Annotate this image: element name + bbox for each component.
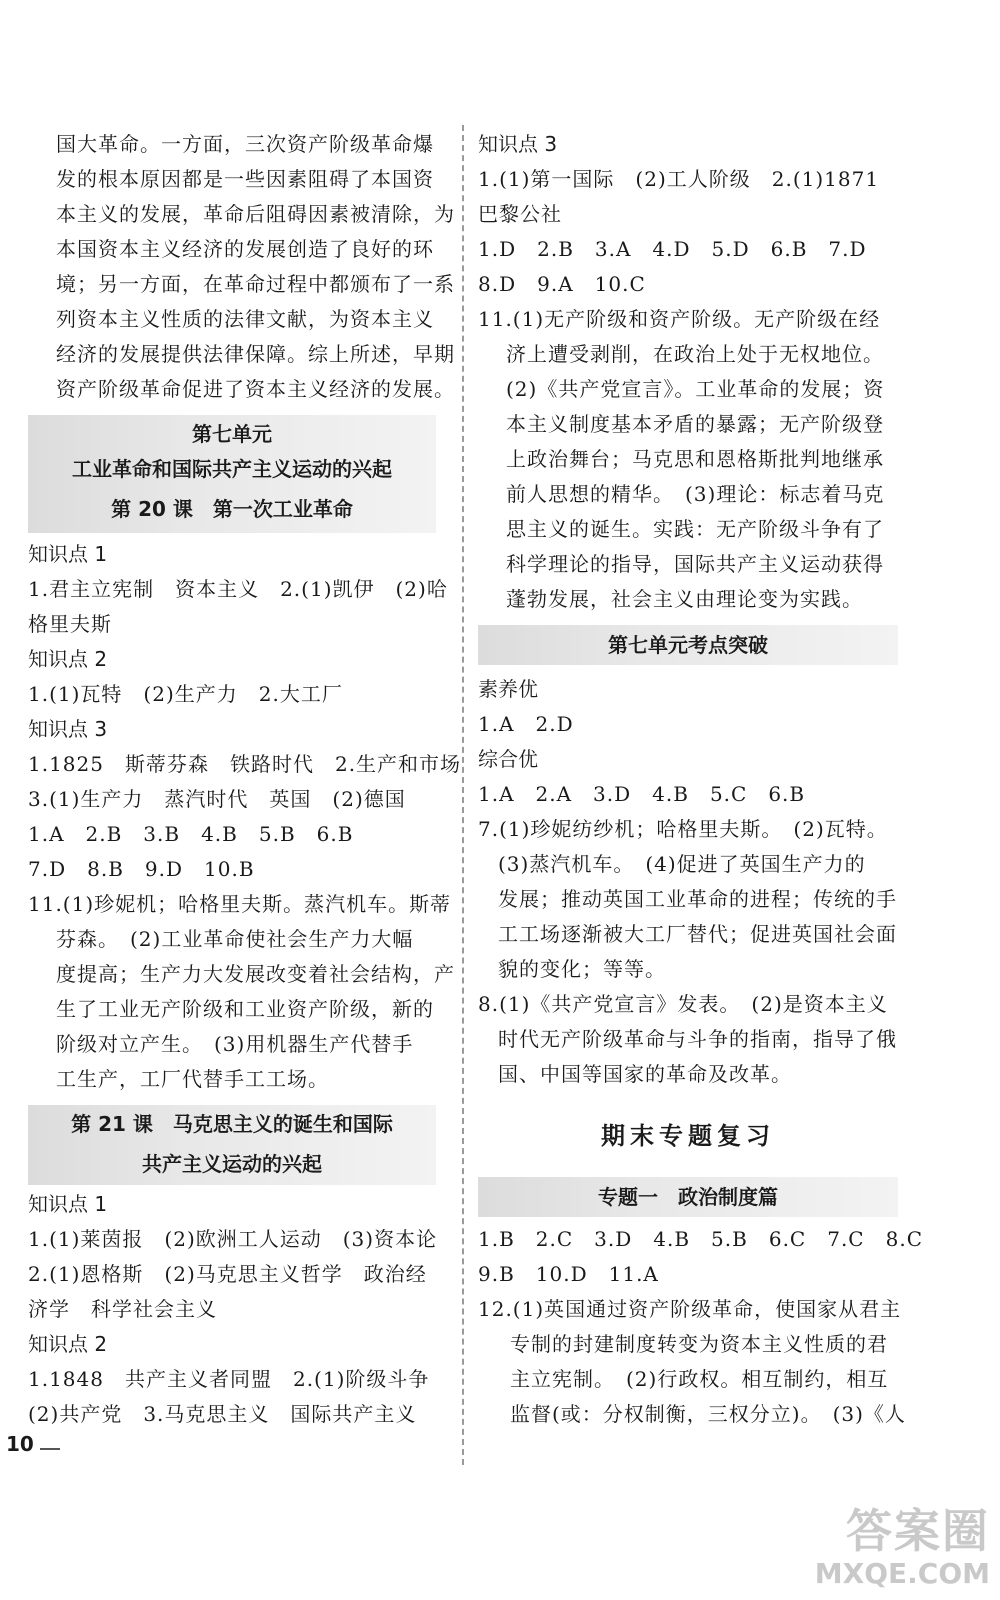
text-line: 1.君主立宪制 资本主义 2.(1)凯伊 (2)哈	[28, 577, 448, 601]
text-line: 芬森。 (2)工业革命使社会生产力大幅	[56, 927, 414, 951]
text-line: 工工场逐渐被大工厂替代；促进英国社会面	[498, 922, 897, 946]
text-line: 经济的发展提供法律保障。综上所述，早期	[56, 342, 455, 366]
text-line: 1.A 2.D	[478, 712, 574, 736]
text-line: 11.(1)珍妮机；哈格里夫斯。蒸汽机车。斯蒂	[28, 892, 452, 916]
text-line: 境；另一方面，在革命过程中都颁布了一系	[56, 272, 455, 296]
watermark-logo-text: 答案圈	[846, 1504, 990, 1558]
text-line: 监督(或：分权制衡，三权分立)。 (3)《人	[510, 1402, 906, 1426]
text-line: 12.(1)英国通过资产阶级革命，使国家从君主	[478, 1297, 902, 1321]
text-line: 1.(1)瓦特 (2)生产力 2.大工厂	[28, 682, 343, 706]
text-line: (2)《共产党宣言》。工业革命的发展；资	[506, 377, 885, 401]
watermark	[815, 1495, 990, 1590]
knowledge-point-label: 知识点 3	[28, 717, 108, 741]
text-line: 貌的变化；等等。	[498, 957, 666, 981]
text-line: 国、中国等国家的革命及改革。	[498, 1062, 792, 1086]
text-line: 巴黎公社	[478, 202, 562, 226]
text-line: (2)共产党 3.马克思主义 国际共产主义	[28, 1402, 417, 1426]
text-line: 专制的封建制度转变为资本主义性质的君	[510, 1332, 888, 1356]
review-banner	[478, 625, 898, 665]
knowledge-point-label: 知识点 2	[28, 647, 108, 671]
unit-banner	[28, 415, 436, 533]
lesson-banner	[28, 1105, 436, 1185]
text-line: 上政治舞台；马克思和恩格斯批判地继承	[506, 447, 884, 471]
knowledge-point-label: 知识点 1	[28, 542, 108, 566]
text-line: 7.(1)珍妮纺纱机；哈格里夫斯。 (2)瓦特。	[478, 817, 888, 841]
text-line: 1.(1)莱茵报 (2)欧洲工人运动 (3)资本论	[28, 1227, 438, 1251]
page-number: 10	[6, 1432, 34, 1456]
text-line: 时代无产阶级革命与斗争的指南，指导了俄	[498, 1027, 897, 1051]
text-line: 本主义制度基本矛盾的暴露；无产阶级登	[506, 412, 884, 436]
final-review-title: 期末专题复习	[601, 1121, 775, 1150]
text-line: (3)蒸汽机车。 (4)促进了英国生产力的	[498, 852, 866, 876]
watermark-url: MXQE.COM	[814, 1557, 990, 1590]
text-line: 格里夫斯	[28, 612, 112, 636]
text-line: 3.(1)生产力 蒸汽时代 英国 (2)德国	[28, 787, 406, 811]
text-line: 济学 科学社会主义	[28, 1297, 217, 1321]
knowledge-point-label: 知识点 1	[28, 1192, 108, 1216]
text-line: 工生产，工厂代替手工工场。	[56, 1067, 329, 1091]
topic-title: 专题一 政治制度篇	[598, 1185, 778, 1209]
text-line: 7.D 8.B 9.D 10.B	[28, 857, 255, 881]
text-line: 本主义的发展，革命后阻碍因素被清除，为	[56, 202, 455, 226]
text-line: 9.B 10.D 11.A	[478, 1262, 659, 1286]
text-line: 1.A 2.B 3.B 4.B 5.B 6.B	[28, 822, 354, 846]
text-line: 1.(1)第一国际 (2)工人阶级 2.(1)1871	[478, 167, 880, 191]
lesson-title: 第 21 课 马克思主义的诞生和国际	[71, 1112, 393, 1136]
text-line: 2.(1)恩格斯 (2)马克思主义哲学 政治经	[28, 1262, 427, 1286]
text-line: 1.D 2.B 3.A 4.D 5.D 6.B 7.D	[478, 237, 867, 261]
text-line: 前人思想的精华。 (3)理论：标志着马克	[506, 482, 885, 506]
text-line: 8.D 9.A 10.C	[478, 272, 646, 296]
text-line: 列资本主义性质的法律文献，为资本主义	[56, 307, 434, 331]
text-line: 发的根本原因都是一些因素阻碍了本国资	[56, 167, 434, 191]
text-line: 1.1825 斯蒂芬森 铁路时代 2.生产和市场	[28, 752, 462, 776]
topic-banner	[478, 1177, 898, 1217]
text-line: 阶级对立产生。 (3)用机器生产代替手	[56, 1032, 414, 1056]
text-line: 济上遭受剥削，在政治上处于无权地位。	[506, 342, 884, 366]
text-line: 1.1848 共产主义者同盟 2.(1)阶级斗争	[28, 1367, 430, 1391]
text-line: 1.A 2.A 3.D 4.B 5.C 6.B	[478, 782, 806, 806]
text-line: 1.B 2.C 3.D 4.B 5.B 6.C 7.C 8.C	[478, 1227, 923, 1251]
unit-title: 第七单元	[192, 422, 272, 446]
column-divider	[462, 125, 464, 1465]
text-line: 主立宪制。 (2)行政权。相互制约，相互	[510, 1367, 889, 1391]
text-line: 度提高；生产力大发展改变着社会结构，产	[56, 962, 455, 986]
lesson-title: 第 20 课 第一次工业革命	[111, 497, 353, 521]
knowledge-point-label: 知识点 2	[28, 1332, 108, 1356]
section-label: 综合优	[478, 747, 538, 771]
text-line: 11.(1)无产阶级和资产阶级。无产阶级在经	[478, 307, 881, 331]
lesson-title-line2: 共产主义运动的兴起	[142, 1152, 322, 1176]
unit-review-title: 第七单元考点突破	[608, 633, 768, 657]
text-line: 资产阶级革命促进了资本主义经济的发展。	[56, 377, 455, 401]
text-line: 蓬勃发展，社会主义由理论变为实践。	[506, 587, 863, 611]
knowledge-point-label: 知识点 3	[478, 132, 558, 156]
text-line: 8.(1)《共产党宣言》发表。 (2)是资本主义	[478, 992, 888, 1016]
text-line: 思主义的诞生。实践：无产阶级斗争有了	[506, 517, 884, 541]
text-line: 国大革命。一方面，三次资产阶级革命爆	[56, 132, 434, 156]
text-line: 本国资本主义经济的发展创造了良好的环	[56, 237, 434, 261]
text-line: 生了工业无产阶级和工业资产阶级，新的	[56, 997, 434, 1021]
section-label: 素养优	[478, 677, 538, 701]
page-number-rule	[40, 1448, 60, 1450]
unit-subtitle: 工业革命和国际共产主义运动的兴起	[72, 457, 392, 481]
text-line: 发展；推动英国工业革命的进程；传统的手	[498, 887, 897, 911]
text-line: 科学理论的指导，国际共产主义运动获得	[506, 552, 884, 576]
